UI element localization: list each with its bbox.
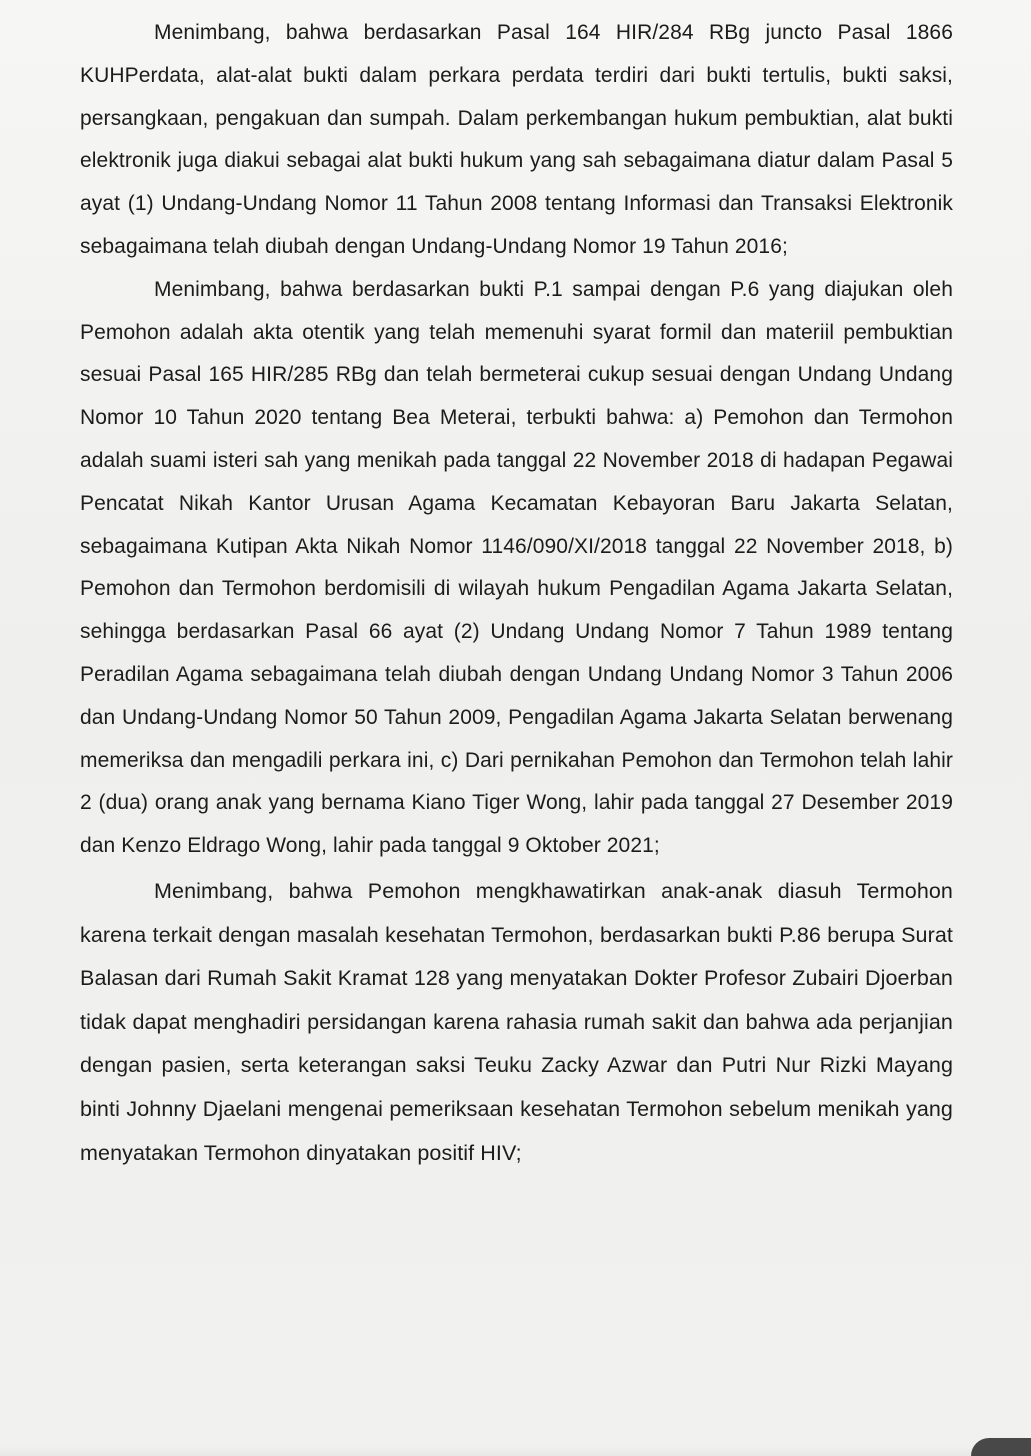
page-bottom-shadow xyxy=(0,1446,1031,1456)
corner-overlay xyxy=(971,1438,1031,1456)
paragraph-health-concern: Menimbang, bahwa Pemohon mengkhawatirkan anak-anak diasuh Termohon karena terkait dengan masalah kesehatan Termohon, berdasarkan bukti P.86 berupa Surat Balasan dari Rumah Sakit Kramat 128 yang menyatakan Dokter Profesor Zubairi Djoerban tidak dapat menghadiri persidangan karena rahasia rumah sakit dan bahwa ada perjanjian dengan pasien, serta keterangan saksi Teuku Zacky Azwar dan Putri Nur Rizki Mayang binti Johnny Djaelani mengenai pemeriksaan kesehatan Termohon sebelum menikah yang menyatakan Termohon dinyatakan positif HIV; xyxy=(80,878,953,1165)
paragraph-evidence-law: Menimbang, bahwa berdasarkan Pasal 164 HIR/284 RBg juncto Pasal 1866 KUHPerdata, alat-alat bukti dalam perkara perdata terdiri dari bukti tertulis, bukti saksi, persangkaan, pengakuan dan sumpah. Dalam perkembangan hukum pembuktian, alat bukti elektronik juga diakui sebagai alat bukti hukum yang sah sebagaimana diatur dalam Pasal 5 ayat (1) Undang-Undang Nomor 11 Tahun 2008 tentang Informasi dan Transaksi Elektronik sebagaimana telah diubah dengan Undang-Undang Nomor 19 Tahun 2016; xyxy=(80,21,953,258)
paragraph-evidence-p1-p6: Menimbang, bahwa berdasarkan bukti P.1 sampai dengan P.6 yang diajukan oleh Pemohon adalah akta otentik yang telah memenuhi syarat formil dan materiil pembuktian sesuai Pasal 165 HIR/285 RBg dan telah bermeterai cukup sesuai dengan Undang Undang Nomor 10 Tahun 2020 tentang Bea Meterai, terbukti bahwa: a) Pemohon dan Termohon adalah suami isteri sah yang menikah pada tanggal 22 November 2018 di hadapan Pegawai Pencatat Nikah Kantor Urusan Agama Kecamatan Kebayoran Baru Jakarta Selatan, sebagaimana Kutipan Akta Nikah Nomor 1146/090/XI/2018 tanggal 22 November 2018, b) Pemohon dan Termohon berdomisili di wilayah hukum Pengadilan Agama Jakarta Selatan, sehingga berdasarkan Pasal 66 ayat (2) Undang Undang Nomor 7 Tahun 1989 tentang Peradilan Agama sebagaimana telah diubah dengan Undang Undang Nomor 3 Tahun 2006 dan Undang-Undang Nomor 50 Tahun 2009, Pengadilan Agama Jakarta Selatan berwenang memeriksa dan mengadili perkara ini, c) Dari pernikahan Pemohon dan Termohon telah lahir 2 (dua) orang anak yang bernama Kiano Tiger Wong, lahir pada tanggal 27 Desember 2019 dan Kenzo Eldrago Wong, lahir pada tanggal 9 Oktober 2021; xyxy=(80,277,953,858)
document-body xyxy=(80,12,953,1175)
